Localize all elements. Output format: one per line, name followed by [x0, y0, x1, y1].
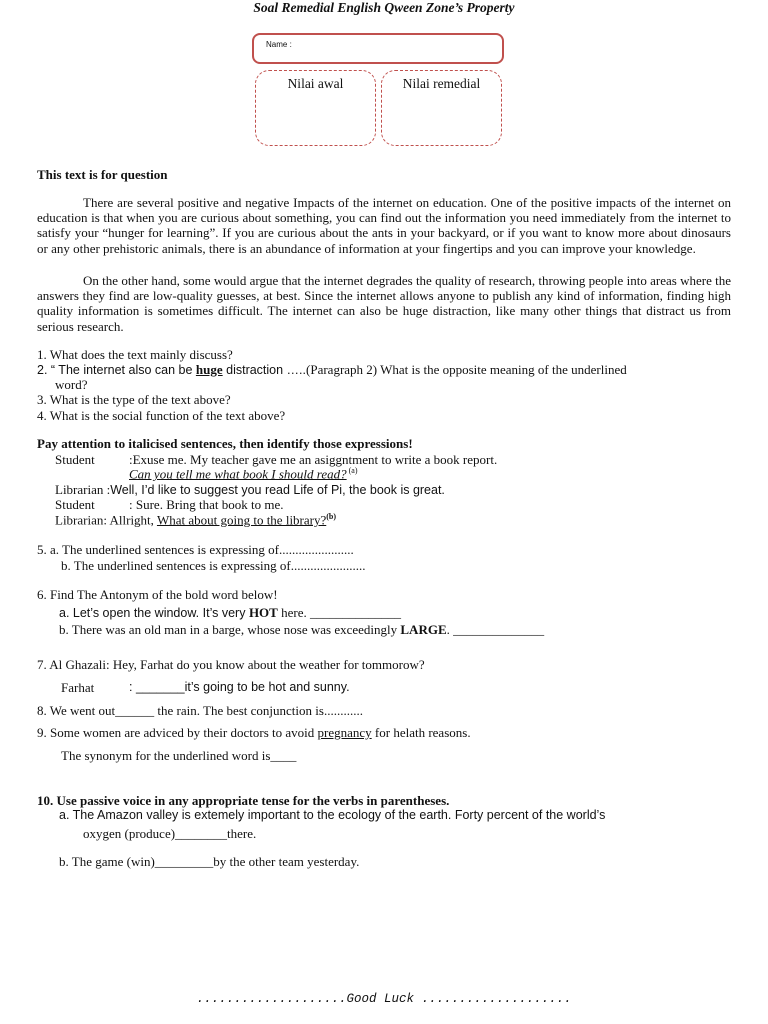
initial-score-label: Nilai awal	[287, 76, 344, 91]
dialog-line-3: : Sure. Bring that book to me.	[129, 497, 284, 512]
dialog-line-1b	[129, 466, 358, 482]
question-1: 1. What does the text mainly discuss?	[37, 347, 233, 362]
question-6a-prefix: a. Let’s open the window. It’s very	[59, 606, 249, 620]
question-9	[37, 725, 471, 741]
dialog-expression-b: What about going to the library?	[156, 512, 327, 528]
dialog-student-label-2: Student	[55, 497, 95, 512]
dialog-mark-a: (a)	[346, 466, 358, 475]
question-6b-prefix: b. There was an old man in a barge, whose nose was exceedingly	[59, 622, 401, 637]
question-9-suffix: for helath reasons.	[371, 725, 471, 740]
question-5a: 5. a. The underlined sentences is expressing of.......................	[37, 542, 354, 557]
dialog-librarian-line	[55, 482, 445, 498]
remedial-score-label: Nilai remedial	[402, 76, 481, 91]
question-7-line-2: : _______it’s going to be hot and sunny.	[129, 680, 350, 694]
question-10-title: 10. Use passive voice in any appropriate tense for the verbs in parentheses.	[37, 793, 450, 808]
question-6b-suffix: . ______________	[446, 622, 545, 637]
question-10b: b. The game (win)_________by the other team yesterday.	[59, 854, 360, 869]
question-7-line-1: 7. Al Ghazali: Hey, Farhat do you know about the weather for tommorow?	[37, 657, 425, 672]
question-9-underlined-word: pregnancy	[317, 725, 372, 740]
question-6a-suffix: here. ______________	[277, 605, 401, 620]
dialog-mark-b: (b)	[326, 512, 337, 521]
question-2	[37, 362, 627, 378]
dialog-line-2: Well, I’d like to suggest you read Life of Pi, the book is great.	[110, 483, 445, 497]
name-field-box[interactable]	[252, 33, 504, 64]
question-2-mid: distraction …..	[222, 363, 307, 377]
question-2-bold-word: huge	[195, 362, 223, 377]
question-9-line-2: The synonym for the underlined word is____	[61, 748, 297, 763]
question-10a-line-2: oxygen (produce)________there.	[83, 826, 257, 841]
dialog-line-1: :Exuse me. My teacher gave me an asiggntment to write a book report.	[129, 452, 498, 467]
name-label: Name :	[266, 40, 292, 49]
question-6-title: 6. Find The Antonym of the bold word below!	[37, 587, 278, 602]
footer-good-luck: ....................Good Luck ....................	[196, 992, 572, 1006]
dialog-student-label-1: Student	[55, 452, 95, 467]
reading-paragraph-2	[37, 273, 731, 334]
question-2-suffix: (Paragraph 2) What is the opposite meaning of the underlined	[306, 362, 627, 377]
document-title: Soal Remedial English Qween Zone’s Property	[253, 0, 515, 15]
dialog-heading: Pay attention to italicised sentences, then identify those expressions!	[37, 436, 413, 451]
dialog-expression-a: Can you tell me what book I should read?	[129, 466, 347, 482]
question-6a-bold-word: HOT	[248, 605, 278, 620]
question-2-prefix: 2. “ The internet also can be	[37, 363, 196, 377]
question-9-prefix: 9. Some women are adviced by their doctors to avoid	[37, 725, 318, 740]
question-3: 3. What is the type of the text above?	[37, 392, 231, 407]
dialog-librarian-label: Librarian :	[55, 482, 111, 497]
question-5b: b. The underlined sentences is expressing of.......................	[61, 558, 366, 573]
question-8: 8. We went out______ the rain. The best conjunction is............	[37, 703, 363, 718]
question-6b-bold-word: LARGE	[400, 622, 447, 637]
remedial-score-box	[381, 70, 502, 146]
question-4: 4. What is the social function of the text above?	[37, 408, 286, 423]
question-10a-line-1: a. The Amazon valley is extemely important to the ecology of the earth. Forty percent of the world’s	[59, 808, 606, 822]
initial-score-box	[255, 70, 376, 146]
reading-paragraph-2-text: On the other hand, some would argue that the internet degrades the quality of research, throwing people into areas where the answers they find are low-quality guesses, at best. Since the internet allows anyone to publish any kind of information, finding high quality information is sometimes difficult. The internet can also be huge distraction, like many other things that distract us from serious research.	[37, 273, 731, 334]
reading-paragraph-1	[37, 195, 731, 256]
question-6a	[59, 605, 401, 621]
reading-paragraph-1-text: There are several positive and negative Impacts of the internet on education. One of the positive impacts of the internet on education is that when you are curious about something, you can find out the information you need immediately from the internet to satisfy your “hunger for learning”. If you are curious about the ants in your backyard, or if you want to know more about dinosaurs or any other prehistoric animals, there is an abundance of information at your fingertips and you can improve your knowledge.	[37, 195, 731, 256]
dialog-librarian-line-2	[55, 512, 336, 528]
question-2-line2: word?	[55, 377, 88, 392]
question-7-speaker: Farhat	[61, 680, 95, 695]
question-6b	[59, 622, 544, 638]
reading-heading: This text is for question	[37, 167, 168, 182]
dialog-librarian-label-2: Librarian: Allright,	[55, 512, 157, 528]
